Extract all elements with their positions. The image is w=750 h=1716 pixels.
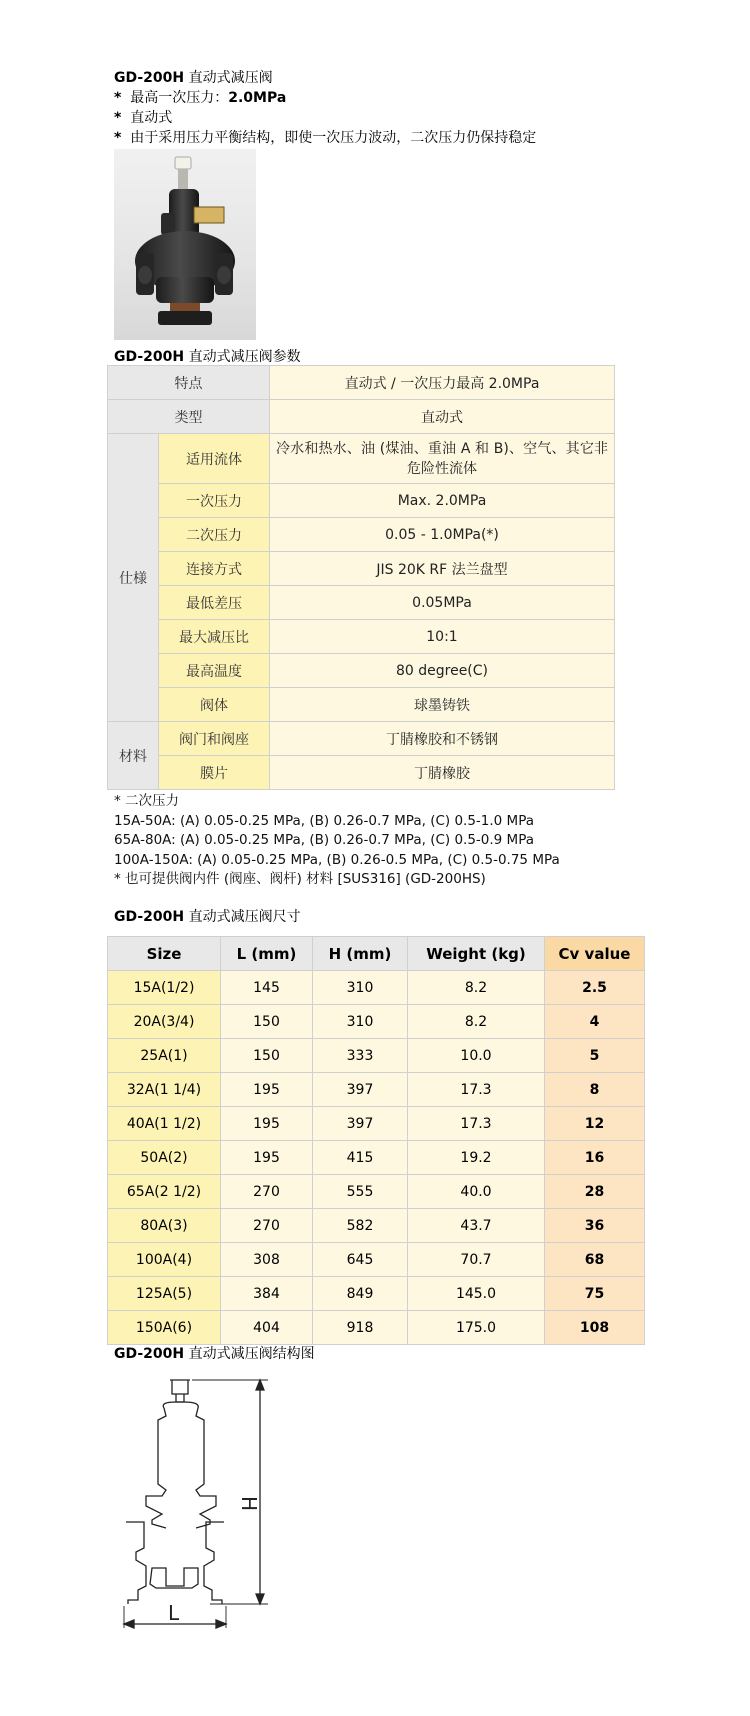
l-cell: 150 <box>221 1039 313 1073</box>
bullet: * <box>114 90 122 106</box>
size-cell: 50A(2) <box>108 1141 221 1175</box>
table-row <box>108 1141 645 1175</box>
cv-cell: 8 <box>545 1073 645 1107</box>
note-line: * 也可提供阀内件 (阀座、阀杆) 材料 [SUS316] (GD-200HS) <box>114 871 486 887</box>
size-title-code: GD-200H <box>114 909 185 925</box>
diagram-section-title <box>114 1343 315 1363</box>
weight-cell: 40.0 <box>408 1175 545 1209</box>
spec-label: 特点 <box>108 366 270 400</box>
feature-value: 2.0MPa <box>228 90 287 106</box>
feature-text: 由于采用压力平衡结构，即使一次压力波动，二次压力仍保持稳定 <box>130 130 537 146</box>
cv-cell: 16 <box>545 1141 645 1175</box>
size-title-name: 直动式减压阀尺寸 <box>188 909 301 925</box>
cv-cell: 4 <box>545 1005 645 1039</box>
pressure-notes <box>114 792 560 890</box>
feature-item <box>114 128 536 148</box>
spec-label: 阀门和阀座 <box>159 722 270 756</box>
feature-label: 最高一次压力： <box>130 90 229 106</box>
spec-row <box>108 654 615 688</box>
valve-cap-outline <box>170 1380 190 1402</box>
weight-cell: 8.2 <box>408 971 545 1005</box>
spec-value: 0.05MPa <box>270 586 615 620</box>
size-cell: 15A(1/2) <box>108 971 221 1005</box>
h-dimension-label: H <box>237 1496 261 1512</box>
table-row <box>108 1277 645 1311</box>
note-line: 15A-50A: (A) 0.05-0.25 MPa, (B) 0.26-0.7 MPa, (C) 0.5-1.0 MPa <box>114 812 535 829</box>
size-section-title <box>114 906 301 926</box>
l-dimension-label: L <box>168 1601 180 1625</box>
weight-cell: 70.7 <box>408 1243 545 1277</box>
diagram-title-code: GD-200H <box>114 1346 185 1362</box>
spec-row <box>108 586 615 620</box>
size-cell: 32A(1 1/4) <box>108 1073 221 1107</box>
column-header: Size <box>108 937 221 971</box>
h-cell: 310 <box>313 971 408 1005</box>
weight-cell: 175.0 <box>408 1311 545 1345</box>
weight-cell: 43.7 <box>408 1209 545 1243</box>
column-header: L (mm) <box>221 937 313 971</box>
weight-cell: 19.2 <box>408 1141 545 1175</box>
spec-table <box>107 365 615 790</box>
valve-base-outline <box>150 1568 198 1588</box>
size-cell: 125A(5) <box>108 1277 221 1311</box>
h-cell: 555 <box>313 1175 408 1209</box>
h-cell: 415 <box>313 1141 408 1175</box>
column-header: Weight (kg) <box>408 937 545 971</box>
note-line: * 二次压力 <box>114 793 180 809</box>
spec-row <box>108 620 615 654</box>
spec-value: 丁腈橡胶和不锈钢 <box>270 722 615 756</box>
spec-label: 最低差压 <box>159 586 270 620</box>
cv-cell: 2.5 <box>545 971 645 1005</box>
cv-cell: 12 <box>545 1107 645 1141</box>
spec-group-label: 仕様 <box>108 434 159 722</box>
size-cell: 150A(6) <box>108 1311 221 1345</box>
spec-value: 10:1 <box>270 620 615 654</box>
product-intro <box>114 68 536 148</box>
l-cell: 404 <box>221 1311 313 1345</box>
material-group-label: 材料 <box>108 722 159 790</box>
table-row <box>108 1039 645 1073</box>
spec-label: 最高温度 <box>159 654 270 688</box>
spec-value: 直动式 / 一次压力最高 2.0MPa <box>270 366 615 400</box>
size-cell: 80A(3) <box>108 1209 221 1243</box>
cv-cell: 5 <box>545 1039 645 1073</box>
table-row <box>108 1209 645 1243</box>
structure-diagram <box>120 1372 310 1658</box>
table-row <box>108 1311 645 1345</box>
l-cell: 195 <box>221 1141 313 1175</box>
l-cell: 195 <box>221 1107 313 1141</box>
note-line: 100A-150A: (A) 0.05-0.25 MPa, (B) 0.26-0.5 MPa, (C) 0.5-0.75 MPa <box>114 851 560 868</box>
spec-label: 膜片 <box>159 756 270 790</box>
spec-label: 适用流体 <box>159 434 270 484</box>
h-cell: 397 <box>313 1107 408 1141</box>
note-line: 65A-80A: (A) 0.05-0.25 MPa, (B) 0.26-0.7 MPa, (C) 0.5-0.9 MPa <box>114 832 535 848</box>
spec-value: 丁腈橡胶 <box>270 756 615 790</box>
column-header: H (mm) <box>313 937 408 971</box>
spec-value: Max. 2.0MPa <box>270 484 615 518</box>
bullet: * <box>114 130 122 146</box>
cv-cell: 28 <box>545 1175 645 1209</box>
spec-title-name: 直动式减压阀参数 <box>188 349 301 365</box>
h-cell: 310 <box>313 1005 408 1039</box>
feature-item <box>114 108 536 128</box>
size-cell: 100A(4) <box>108 1243 221 1277</box>
table-row <box>108 971 645 1005</box>
product-photo <box>114 149 256 340</box>
spec-value: JIS 20K RF 法兰盘型 <box>270 552 615 586</box>
weight-cell: 17.3 <box>408 1107 545 1141</box>
spec-section-title <box>114 346 301 366</box>
valve-photo-illustration <box>114 149 256 340</box>
spec-label: 最大减压比 <box>159 620 270 654</box>
spec-row <box>108 722 615 756</box>
h-cell: 333 <box>313 1039 408 1073</box>
weight-cell: 145.0 <box>408 1277 545 1311</box>
size-cell: 20A(3/4) <box>108 1005 221 1039</box>
product-title <box>114 68 536 88</box>
h-cell: 645 <box>313 1243 408 1277</box>
cv-cell: 36 <box>545 1209 645 1243</box>
cv-cell: 108 <box>545 1311 645 1345</box>
l-cell: 195 <box>221 1073 313 1107</box>
cv-cell: 68 <box>545 1243 645 1277</box>
product-name: 直动式减压阀 <box>188 70 273 86</box>
spec-value: 冷水和热水、油 (煤油、重油 A 和 B)、空气、其它非危险性流体 <box>270 434 615 484</box>
size-cell: 25A(1) <box>108 1039 221 1073</box>
spec-label: 阀体 <box>159 688 270 722</box>
h-cell: 397 <box>313 1073 408 1107</box>
valve-outline-drawing <box>120 1372 310 1658</box>
l-cell: 270 <box>221 1209 313 1243</box>
column-header: Cv value <box>545 937 645 971</box>
l-cell: 270 <box>221 1175 313 1209</box>
bullet: * <box>114 110 122 126</box>
spec-row <box>108 366 615 400</box>
spec-label: 类型 <box>108 400 270 434</box>
spec-value: 80 degree(C) <box>270 654 615 688</box>
spec-row <box>108 400 615 434</box>
l-cell: 308 <box>221 1243 313 1277</box>
l-cell: 384 <box>221 1277 313 1311</box>
h-cell: 918 <box>313 1311 408 1345</box>
valve-flange-outline <box>126 1522 224 1604</box>
table-row <box>108 1107 645 1141</box>
spec-label: 二次压力 <box>159 518 270 552</box>
h-cell: 849 <box>313 1277 408 1311</box>
spec-row <box>108 434 615 484</box>
spec-label: 一次压力 <box>159 484 270 518</box>
weight-cell: 8.2 <box>408 1005 545 1039</box>
spec-row <box>108 518 615 552</box>
size-header-row <box>108 937 645 971</box>
spec-row <box>108 688 615 722</box>
table-row <box>108 1073 645 1107</box>
table-row <box>108 1175 645 1209</box>
size-table-body <box>108 971 645 1345</box>
spec-title-code: GD-200H <box>114 349 185 365</box>
valve-body-outline <box>146 1402 216 1528</box>
spec-row <box>108 484 615 518</box>
table-row <box>108 1005 645 1039</box>
feature-item <box>114 88 536 108</box>
spec-value: 0.05 - 1.0MPa(*) <box>270 518 615 552</box>
l-cell: 145 <box>221 971 313 1005</box>
cv-cell: 75 <box>545 1277 645 1311</box>
product-code: GD-200H <box>114 70 185 86</box>
l-cell: 150 <box>221 1005 313 1039</box>
size-table <box>107 936 645 1345</box>
spec-row <box>108 552 615 586</box>
size-cell: 40A(1 1/2) <box>108 1107 221 1141</box>
spec-value: 直动式 <box>270 400 615 434</box>
spec-row <box>108 756 615 790</box>
weight-cell: 17.3 <box>408 1073 545 1107</box>
spec-value: 球墨铸铁 <box>270 688 615 722</box>
diagram-title-name: 直动式减压阀结构图 <box>188 1346 315 1362</box>
spec-label: 连接方式 <box>159 552 270 586</box>
h-cell: 582 <box>313 1209 408 1243</box>
table-row <box>108 1243 645 1277</box>
size-cell: 65A(2 1/2) <box>108 1175 221 1209</box>
weight-cell: 10.0 <box>408 1039 545 1073</box>
feature-text: 直动式 <box>130 110 173 126</box>
